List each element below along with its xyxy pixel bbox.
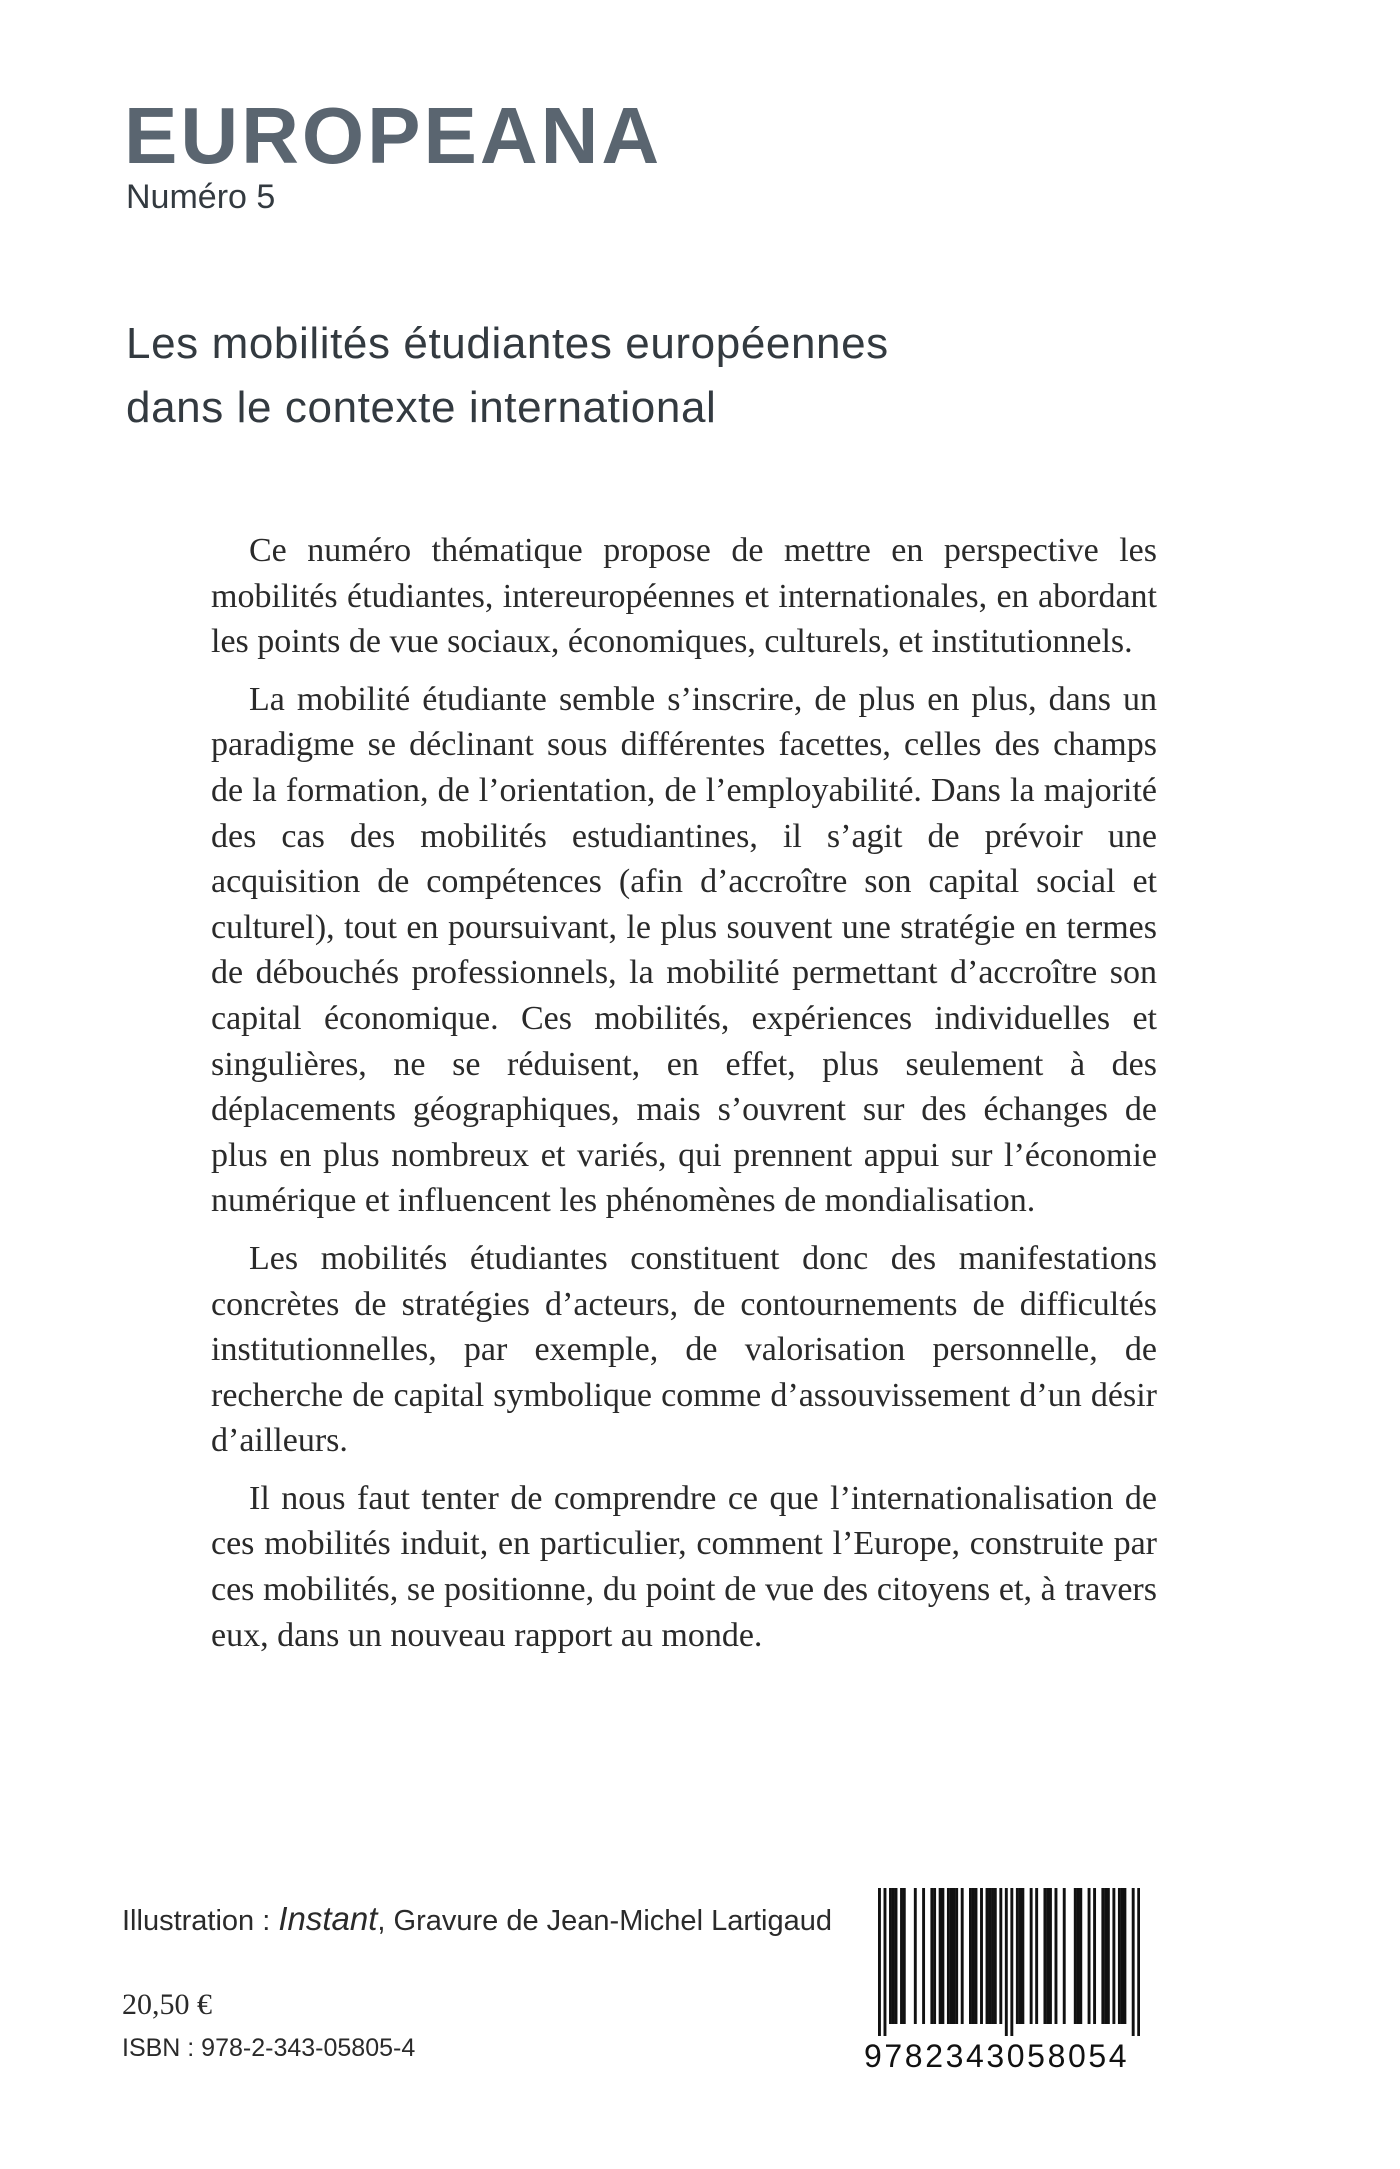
summary-paragraph-4: Il nous faut tenter de comprendre ce que l’internationalisation de ces mobilités induit, en particulier, comment l’Europe, construite par ces mobilités, se positionne, du point de vue des citoyens et, à travers eux, dans un nouveau rapport au monde.	[211, 1479, 1157, 1654]
barcode-bar	[1063, 1888, 1066, 2024]
barcode-bar	[950, 1888, 953, 2024]
barcode-bar	[1021, 1888, 1024, 2024]
barcode-bar	[1121, 1888, 1124, 2024]
barcode-bar	[986, 1888, 989, 2024]
issue-number: Numéro 5	[126, 178, 276, 216]
book-title	[126, 312, 1276, 440]
barcode-bar	[952, 1888, 955, 2024]
barcode-bar	[1118, 1888, 1121, 2024]
barcode-bar	[988, 1888, 991, 2024]
summary-paragraph-2: La mobilité étudiante semble s’inscrire, de plus en plus, dans un paradigme se déclinant sous différentes facettes, celles des champs de la formation, de l’orientation, de l’employabilité. Dans la majorité des cas des mobilités estudiantines, il s’agit de prévoir une acquisition de compétences (afin d’accroître son capital social et culturel), tout en poursuivant, le plus souvent une stratégie en termes de débouchés professionnels, la mobilité permettant d’accroître son capital économique. Ces mobilités, expériences individuelles et singulières, ne se réduisent, en effet, plus seulement à des déplacements géographiques, mais s’ouvrent sur des échanges de plus en plus nombreux et variés, qui prennent appui sur l’économie numérique et influencent les phénomènes de mondialisation.	[211, 680, 1157, 1220]
barcode-bar	[1046, 1888, 1049, 2024]
barcode-bar	[884, 1888, 887, 2036]
illustration-work-title: Instant	[278, 1900, 378, 1937]
barcode-bar	[1005, 1888, 1008, 2036]
illustration-credit	[122, 1902, 832, 1936]
barcode-bar	[1101, 1888, 1104, 2024]
barcode-bar	[1137, 1888, 1140, 2036]
barcode-bar	[895, 1888, 898, 2024]
barcode-bar	[1107, 1888, 1110, 2024]
barcode-bar	[961, 1888, 964, 2024]
barcode-bar	[1132, 1888, 1135, 2036]
barcode-bar	[972, 1888, 975, 2024]
barcode-bar	[969, 1888, 972, 2024]
barcode-bar	[889, 1888, 892, 2024]
barcode-bar	[1055, 1888, 1058, 2024]
barcode-bar	[1123, 1888, 1126, 2024]
book-title-line-2: dans le contexte international	[126, 383, 717, 432]
illustration-label: Illustration :	[122, 1905, 279, 1937]
barcode-bar	[930, 1888, 933, 2024]
series-title: EUROPEANA	[124, 91, 663, 180]
barcode-bar	[1049, 1888, 1052, 2024]
barcode-bar	[1043, 1888, 1046, 2024]
barcode-bar	[1030, 1888, 1033, 2024]
barcode-bar	[933, 1888, 936, 2024]
barcode-bar	[1088, 1888, 1091, 2024]
barcode-bar	[1010, 1888, 1013, 2036]
barcode-bar	[999, 1888, 1002, 2024]
barcode-bar	[1093, 1888, 1096, 2024]
book-title-line-1: Les mobilités étudiantes européennes	[126, 319, 889, 368]
barcode-digits: 9782343058054	[864, 2038, 1130, 2074]
barcode-bar	[991, 1888, 994, 2024]
illustration-engraver: , Gravure de Jean-Michel Lartigaud	[377, 1905, 832, 1937]
barcode-bar	[941, 1888, 944, 2024]
summary-paragraph-3: Les mobilités étudiantes constituent donc des manifestations concrètes de stratégies d’acteurs, de contournements de difficultés institutionnelles, par exemple, de valorisation personnelle, de recherche de capital symbolique comme d’assouvissement d’un désir d’ailleurs.	[211, 1239, 1157, 1460]
barcode-bar	[1019, 1888, 1022, 2024]
barcode-bar	[994, 1888, 997, 2024]
isbn: ISBN : 978-2-343-05805-4	[122, 2034, 416, 2062]
barcode-bar	[900, 1888, 903, 2024]
barcode-bar	[914, 1888, 917, 2024]
barcode-bar	[939, 1888, 942, 2024]
barcode-bar	[955, 1888, 958, 2024]
barcode-bar	[1112, 1888, 1115, 2024]
barcode-bars	[878, 1888, 1140, 2036]
barcode-bar	[1035, 1888, 1038, 2024]
barcode-bar	[1074, 1888, 1077, 2024]
barcode-bar	[903, 1888, 906, 2024]
barcode	[864, 1888, 1154, 2080]
barcode-bar	[892, 1888, 895, 2024]
price: 20,50 €	[122, 1988, 212, 2021]
barcode-bar	[1104, 1888, 1107, 2024]
barcode-bar	[980, 1888, 983, 2024]
barcode-bar	[1016, 1888, 1019, 2024]
barcode-bar	[1077, 1888, 1080, 2024]
barcode-bar	[1079, 1888, 1082, 2024]
barcode-bar	[878, 1888, 881, 2036]
barcode-bar	[947, 1888, 950, 2024]
summary-text	[211, 528, 1157, 1670]
barcode-bar	[922, 1888, 925, 2024]
barcode-bar	[975, 1888, 978, 2024]
summary-paragraph-1: Ce numéro thématique propose de mettre en perspective les mobilités étudiantes, intereuropéennes et internationales, en abordant les points de vue sociaux, économiques, culturels, et institutionnels.	[211, 532, 1157, 661]
